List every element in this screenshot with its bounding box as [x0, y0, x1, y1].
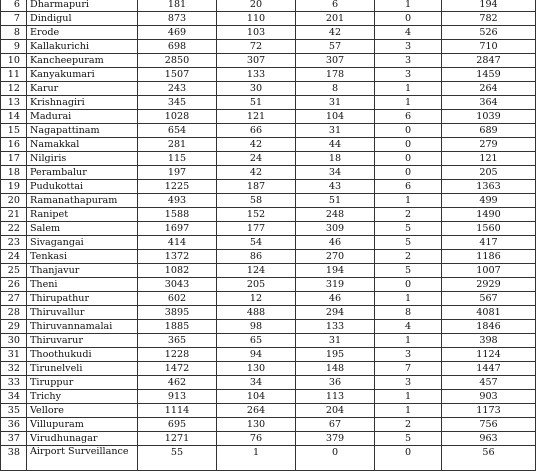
value-cell: 1271	[138, 432, 217, 446]
value-cell: 3043	[138, 278, 217, 292]
value-cell: 0	[375, 166, 442, 180]
serial-number-cell: 22	[1, 222, 27, 236]
value-cell: 414	[138, 236, 217, 250]
district-name-cell: Dharmapuri	[27, 0, 138, 12]
serial-number-cell: 37	[1, 432, 27, 446]
table-row	[1, 278, 536, 292]
district-name-cell: Virudhunagar	[27, 432, 138, 446]
serial-number-cell: 21	[1, 208, 27, 222]
district-name-cell: Madurai	[27, 110, 138, 124]
district-name-cell: Kallakurichi	[27, 40, 138, 54]
district-name-cell: Salem	[27, 222, 138, 236]
value-cell: 1173	[442, 404, 536, 418]
value-cell: 457	[442, 376, 536, 390]
value-cell: 113	[296, 390, 375, 404]
value-cell: 963	[442, 432, 536, 446]
value-cell: 1459	[442, 68, 536, 82]
value-cell: 488	[217, 306, 296, 320]
table-row	[1, 292, 536, 306]
value-cell: 31	[296, 334, 375, 348]
value-cell: 3	[375, 68, 442, 82]
value-cell: 1447	[442, 362, 536, 376]
value-cell: 46	[296, 236, 375, 250]
table-row	[1, 180, 536, 194]
district-name-cell: Tenkasi	[27, 250, 138, 264]
value-cell: 55	[138, 446, 217, 471]
table-body	[1, 0, 536, 471]
value-cell: 31	[296, 124, 375, 138]
value-cell: 689	[442, 124, 536, 138]
value-cell: 205	[442, 166, 536, 180]
value-cell: 0	[375, 12, 442, 26]
value-cell: 248	[296, 208, 375, 222]
value-cell: 307	[296, 54, 375, 68]
table-row	[1, 376, 536, 390]
value-cell: 36	[296, 376, 375, 390]
value-cell: 2929	[442, 278, 536, 292]
value-cell: 654	[138, 124, 217, 138]
value-cell: 1846	[442, 320, 536, 334]
value-cell: 1082	[138, 264, 217, 278]
value-cell: 0	[296, 446, 375, 471]
value-cell: 31	[296, 96, 375, 110]
value-cell: 1363	[442, 180, 536, 194]
serial-number-cell: 8	[1, 26, 27, 40]
table-row	[1, 96, 536, 110]
serial-number-cell: 18	[1, 166, 27, 180]
value-cell: 1	[375, 82, 442, 96]
value-cell: 34	[217, 376, 296, 390]
value-cell: 3	[375, 40, 442, 54]
value-cell: 1	[375, 390, 442, 404]
value-cell: 1225	[138, 180, 217, 194]
value-cell: 86	[217, 250, 296, 264]
value-cell: 1114	[138, 404, 217, 418]
value-cell: 270	[296, 250, 375, 264]
value-cell: 104	[217, 390, 296, 404]
value-cell: 197	[138, 166, 217, 180]
value-cell: 8	[296, 82, 375, 96]
district-name-cell: Tirunelveli	[27, 362, 138, 376]
value-cell: 42	[217, 138, 296, 152]
value-cell: 181	[138, 0, 217, 12]
value-cell: 5	[375, 222, 442, 236]
value-cell: 3	[375, 54, 442, 68]
value-cell: 5	[375, 236, 442, 250]
value-cell: 1028	[138, 110, 217, 124]
serial-number-cell: 25	[1, 264, 27, 278]
value-cell: 695	[138, 418, 217, 432]
table-row	[1, 0, 536, 12]
serial-number-cell: 38	[1, 446, 27, 471]
value-cell: 34	[296, 166, 375, 180]
value-cell: 913	[138, 390, 217, 404]
value-cell: 67	[296, 418, 375, 432]
value-cell: 756	[442, 418, 536, 432]
value-cell: 177	[217, 222, 296, 236]
value-cell: 4	[375, 26, 442, 40]
district-name-cell: Namakkal	[27, 138, 138, 152]
value-cell: 319	[296, 278, 375, 292]
value-cell: 1	[375, 0, 442, 12]
value-cell: 417	[442, 236, 536, 250]
value-cell: 903	[442, 390, 536, 404]
district-name-cell: Villupuram	[27, 418, 138, 432]
table-row	[1, 40, 536, 54]
table-row	[1, 152, 536, 166]
district-name-cell: Thirupathur	[27, 292, 138, 306]
value-cell: 2	[375, 250, 442, 264]
value-cell: 1124	[442, 348, 536, 362]
value-cell: 710	[442, 40, 536, 54]
value-cell: 20	[217, 0, 296, 12]
value-cell: 3	[375, 376, 442, 390]
value-cell: 133	[296, 320, 375, 334]
value-cell: 2847	[442, 54, 536, 68]
serial-number-cell: 36	[1, 418, 27, 432]
value-cell: 1	[375, 96, 442, 110]
serial-number-cell: 10	[1, 54, 27, 68]
value-cell: 1	[375, 194, 442, 208]
value-cell: 0	[375, 278, 442, 292]
value-cell: 345	[138, 96, 217, 110]
serial-number-cell: 31	[1, 348, 27, 362]
table-row	[1, 12, 536, 26]
serial-number-cell: 34	[1, 390, 27, 404]
value-cell: 526	[442, 26, 536, 40]
value-cell: 46	[296, 292, 375, 306]
table-row	[1, 138, 536, 152]
table-row	[1, 166, 536, 180]
serial-number-cell: 7	[1, 12, 27, 26]
district-name-cell: Krishnagiri	[27, 96, 138, 110]
district-name-cell: Theni	[27, 278, 138, 292]
value-cell: 24	[217, 152, 296, 166]
value-cell: 462	[138, 376, 217, 390]
district-name-cell: Perambalur	[27, 166, 138, 180]
district-name-cell: Pudukottai	[27, 180, 138, 194]
district-name-cell: Thiruvannamalai	[27, 320, 138, 334]
value-cell: 6	[375, 110, 442, 124]
table-row	[1, 362, 536, 376]
value-cell: 1472	[138, 362, 217, 376]
value-cell: 6	[375, 180, 442, 194]
value-cell: 0	[375, 138, 442, 152]
table-row	[1, 404, 536, 418]
value-cell: 0	[375, 152, 442, 166]
serial-number-cell: 35	[1, 404, 27, 418]
district-name-cell: Thiruvarur	[27, 334, 138, 348]
serial-number-cell: 9	[1, 40, 27, 54]
value-cell: 4	[375, 320, 442, 334]
value-cell: 1007	[442, 264, 536, 278]
value-cell: 201	[296, 12, 375, 26]
value-cell: 65	[217, 334, 296, 348]
value-cell: 94	[217, 348, 296, 362]
value-cell: 279	[442, 138, 536, 152]
serial-number-cell: 32	[1, 362, 27, 376]
value-cell: 56	[442, 446, 536, 471]
district-name-cell: Karur	[27, 82, 138, 96]
value-cell: 7	[375, 362, 442, 376]
value-cell: 1228	[138, 348, 217, 362]
district-name-cell: Ramanathapuram	[27, 194, 138, 208]
table-row	[1, 432, 536, 446]
district-name-cell: Ranipet	[27, 208, 138, 222]
value-cell: 42	[296, 26, 375, 40]
value-cell: 195	[296, 348, 375, 362]
value-cell: 178	[296, 68, 375, 82]
value-cell: 121	[442, 152, 536, 166]
value-cell: 1372	[138, 250, 217, 264]
value-cell: 54	[217, 236, 296, 250]
value-cell: 124	[217, 264, 296, 278]
value-cell: 1039	[442, 110, 536, 124]
value-cell: 110	[217, 12, 296, 26]
value-cell: 602	[138, 292, 217, 306]
value-cell: 264	[442, 82, 536, 96]
table-row	[1, 208, 536, 222]
value-cell: 567	[442, 292, 536, 306]
value-cell: 12	[217, 292, 296, 306]
table-row	[1, 390, 536, 404]
value-cell: 0	[375, 446, 442, 471]
table-row	[1, 26, 536, 40]
value-cell: 204	[296, 404, 375, 418]
value-cell: 873	[138, 12, 217, 26]
table-row	[1, 320, 536, 334]
serial-number-cell: 16	[1, 138, 27, 152]
serial-number-cell: 27	[1, 292, 27, 306]
value-cell: 130	[217, 362, 296, 376]
serial-number-cell: 11	[1, 68, 27, 82]
value-cell: 294	[296, 306, 375, 320]
table-row	[1, 68, 536, 82]
district-name-cell: Thanjavur	[27, 264, 138, 278]
value-cell: 72	[217, 40, 296, 54]
value-cell: 121	[217, 110, 296, 124]
table-row	[1, 194, 536, 208]
value-cell: 307	[217, 54, 296, 68]
value-cell: 281	[138, 138, 217, 152]
table-row	[1, 334, 536, 348]
district-name-cell: Erode	[27, 26, 138, 40]
value-cell: 1186	[442, 250, 536, 264]
value-cell: 2	[375, 208, 442, 222]
serial-number-cell: 28	[1, 306, 27, 320]
value-cell: 1507	[138, 68, 217, 82]
serial-number-cell: 30	[1, 334, 27, 348]
value-cell: 58	[217, 194, 296, 208]
value-cell: 398	[442, 334, 536, 348]
value-cell: 469	[138, 26, 217, 40]
district-name-cell: Airport Surveillance	[27, 446, 138, 471]
serial-number-cell: 14	[1, 110, 27, 124]
district-name-cell: Thoothukudi	[27, 348, 138, 362]
value-cell: 1885	[138, 320, 217, 334]
table-row	[1, 264, 536, 278]
serial-number-cell: 12	[1, 82, 27, 96]
serial-number-cell: 29	[1, 320, 27, 334]
district-name-cell: Tiruppur	[27, 376, 138, 390]
district-name-cell: Nilgiris	[27, 152, 138, 166]
value-cell: 698	[138, 40, 217, 54]
value-cell: 3	[375, 348, 442, 362]
district-name-cell: Kanyakumari	[27, 68, 138, 82]
value-cell: 66	[217, 124, 296, 138]
serial-number-cell: 19	[1, 180, 27, 194]
value-cell: 2850	[138, 54, 217, 68]
serial-number-cell: 15	[1, 124, 27, 138]
value-cell: 57	[296, 40, 375, 54]
value-cell: 5	[375, 264, 442, 278]
table-row	[1, 250, 536, 264]
serial-number-cell: 26	[1, 278, 27, 292]
value-cell: 42	[217, 166, 296, 180]
serial-number-cell: 33	[1, 376, 27, 390]
table-row	[1, 110, 536, 124]
table-row	[1, 82, 536, 96]
value-cell: 4081	[442, 306, 536, 320]
table-row	[1, 222, 536, 236]
value-cell: 364	[442, 96, 536, 110]
value-cell: 152	[217, 208, 296, 222]
value-cell: 1588	[138, 208, 217, 222]
value-cell: 3895	[138, 306, 217, 320]
table-row	[1, 348, 536, 362]
serial-number-cell: 23	[1, 236, 27, 250]
district-name-cell: Sivagangai	[27, 236, 138, 250]
value-cell: 0	[375, 124, 442, 138]
district-name-cell: Vellore	[27, 404, 138, 418]
table-row	[1, 54, 536, 68]
value-cell: 115	[138, 152, 217, 166]
value-cell: 379	[296, 432, 375, 446]
value-cell: 104	[296, 110, 375, 124]
value-cell: 194	[442, 0, 536, 12]
value-cell: 365	[138, 334, 217, 348]
table-row	[1, 124, 536, 138]
value-cell: 51	[296, 194, 375, 208]
district-name-cell: Thiruvallur	[27, 306, 138, 320]
value-cell: 205	[217, 278, 296, 292]
value-cell: 43	[296, 180, 375, 194]
value-cell: 98	[217, 320, 296, 334]
district-name-cell: Dindigul	[27, 12, 138, 26]
value-cell: 30	[217, 82, 296, 96]
serial-number-cell: 6	[1, 0, 27, 12]
value-cell: 1	[375, 334, 442, 348]
value-cell: 187	[217, 180, 296, 194]
serial-number-cell: 13	[1, 96, 27, 110]
table-row	[1, 418, 536, 432]
serial-number-cell: 24	[1, 250, 27, 264]
table-row	[1, 306, 536, 320]
serial-number-cell: 17	[1, 152, 27, 166]
value-cell: 2	[375, 418, 442, 432]
value-cell: 103	[217, 26, 296, 40]
value-cell: 5	[375, 432, 442, 446]
value-cell: 148	[296, 362, 375, 376]
value-cell: 1	[217, 446, 296, 471]
serial-number-cell: 20	[1, 194, 27, 208]
district-name-cell: Trichy	[27, 390, 138, 404]
table-row	[1, 446, 536, 471]
value-cell: 1	[375, 292, 442, 306]
value-cell: 133	[217, 68, 296, 82]
value-cell: 18	[296, 152, 375, 166]
value-cell: 8	[375, 306, 442, 320]
value-cell: 264	[217, 404, 296, 418]
value-cell: 782	[442, 12, 536, 26]
value-cell: 130	[217, 418, 296, 432]
value-cell: 309	[296, 222, 375, 236]
value-cell: 243	[138, 82, 217, 96]
value-cell: 1697	[138, 222, 217, 236]
value-cell: 44	[296, 138, 375, 152]
value-cell: 1	[375, 404, 442, 418]
value-cell: 194	[296, 264, 375, 278]
value-cell: 76	[217, 432, 296, 446]
value-cell: 499	[442, 194, 536, 208]
value-cell: 6	[296, 0, 375, 12]
district-name-cell: Nagapattinam	[27, 124, 138, 138]
table-row	[1, 236, 536, 250]
value-cell: 493	[138, 194, 217, 208]
district-name-cell: Kancheepuram	[27, 54, 138, 68]
value-cell: 51	[217, 96, 296, 110]
value-cell: 1490	[442, 208, 536, 222]
value-cell: 1560	[442, 222, 536, 236]
